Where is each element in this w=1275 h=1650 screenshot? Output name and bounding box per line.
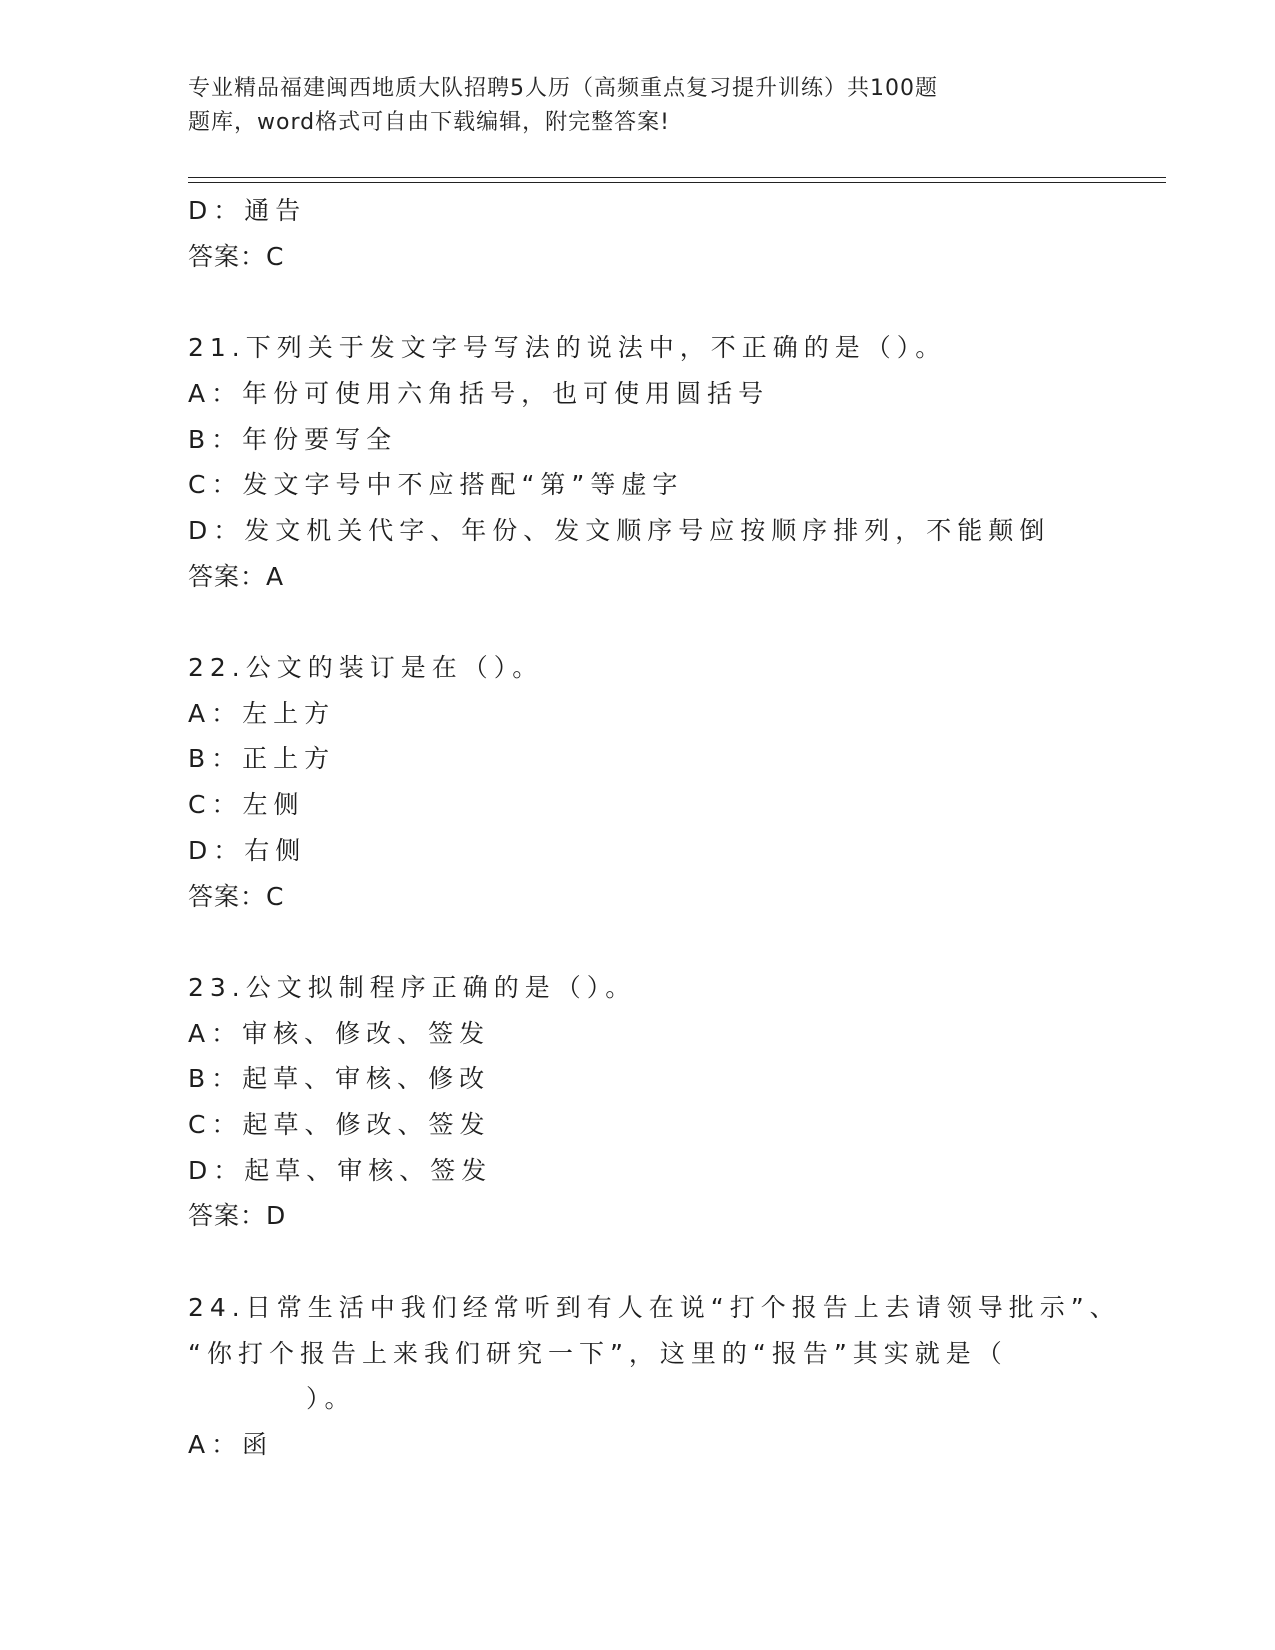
answer-line: 答案：D (188, 1201, 287, 1231)
header-divider-bottom (188, 182, 1166, 183)
question-stem: 21.下列关于发文字号写法的说法中，不正确的是（）。 (188, 333, 947, 363)
question-24 (188, 1285, 1148, 1468)
question-22 (188, 645, 1148, 919)
spacer (188, 919, 1148, 965)
question-stem: 23.公文拟制程序正确的是（）。 (188, 972, 637, 1002)
question-stem: 22.公文的装订是在（）。 (188, 653, 544, 682)
option-d: D：起草、审核、签发 (188, 1155, 493, 1185)
spacer (188, 599, 1148, 645)
option-a: A：年份可使用六角括号，也可使用圆括号 (188, 378, 770, 408)
option-a: A：左上方 (188, 698, 336, 728)
option-c: C：发文字号中不应搭配“第”等虚字 (188, 470, 684, 500)
option-d: D：通告 (188, 196, 307, 225)
answer-line: 答案：C (188, 881, 285, 911)
question-list (188, 188, 1148, 1468)
spacer (188, 279, 1148, 325)
spacer (188, 1239, 1148, 1285)
option-d: D：发文机关代字、年份、发文顺序号应按顺序排列，不能颠倒 (188, 515, 1051, 545)
previous-question-tail (188, 188, 1148, 279)
question-21 (188, 325, 1148, 599)
header-line-2: 题库，word格式可自由下载编辑，附完整答案! (188, 110, 670, 135)
answer-line: 答案：C (188, 241, 285, 271)
option-b: B：正上方 (188, 744, 336, 774)
option-b: B：起草、审核、修改 (188, 1064, 491, 1094)
header-line-1: 专业精品福建闽西地质大队招聘5人历（高频重点复习提升训练）共100题 (188, 76, 938, 101)
question-stem-line-3: ）。 (306, 1384, 356, 1414)
option-b: B：年份要写全 (188, 424, 398, 454)
page-header (188, 72, 1068, 140)
question-stem-line-2: “你打个报告上来我们研究一下”，这里的“报告”其实就是（ (188, 1338, 1008, 1368)
option-c: C：起草、修改、签发 (188, 1110, 491, 1140)
option-a: A：函 (188, 1429, 274, 1459)
option-c: C：左侧 (188, 790, 305, 820)
option-a: A：审核、修改、签发 (188, 1018, 491, 1048)
question-stem-line-1: 24.日常生活中我们经常听到有人在说“打个报告上去请领导批示”、 (188, 1292, 1121, 1322)
question-23 (188, 965, 1148, 1239)
option-d: D：右侧 (188, 835, 307, 865)
answer-line: 答案：A (188, 561, 285, 591)
header-divider-top (188, 177, 1166, 178)
